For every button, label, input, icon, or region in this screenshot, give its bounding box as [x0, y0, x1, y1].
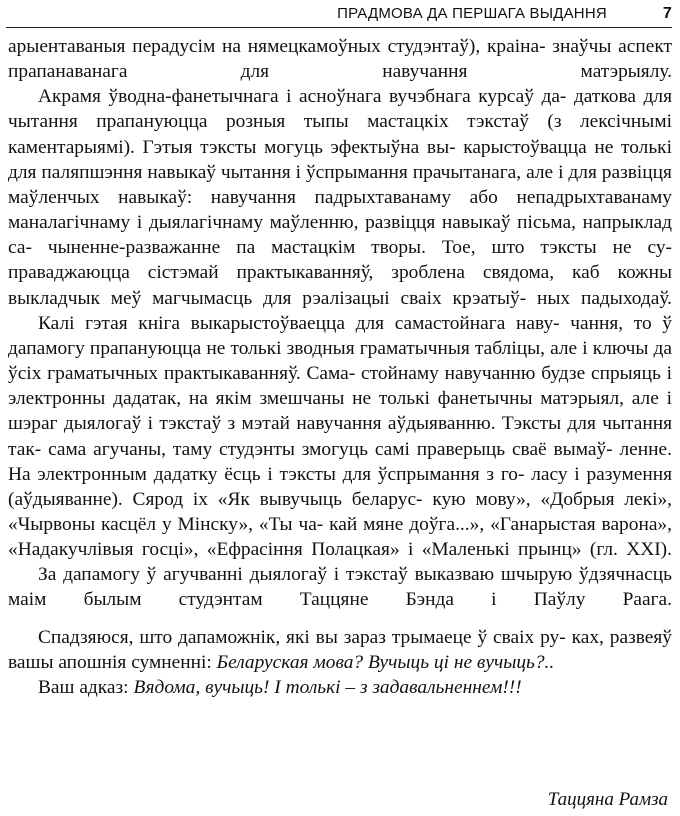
text-line: ных падыходаў.	[537, 287, 672, 309]
text-line: ласу і разумення (аўдыяванне). Сярод іх «Як вывучыць беларус-	[8, 463, 672, 510]
text-line: ўдзячнасць маім былым студэнтам Таццяне Бэнда і Паўлу Раага.	[8, 564, 672, 611]
text-line: (з лексічнымі каментарыямі). Гэтыя тэксты могуць эфектыўна вы-	[8, 111, 672, 158]
text-line: стойнаму навучанню будзе спрыяць і электронны дадатак, на якім	[8, 363, 672, 410]
text-line: Спадзяюся, што дапаможнік, які вы зараз трымаеце ў сваіх ру-	[38, 626, 566, 648]
text-line: чыненне-разважанне па мастацкім творы. Тое, што тэксты не су-	[47, 237, 672, 259]
italic-question-part-1: Беларуская мова? Вучыць ці	[216, 651, 449, 673]
paragraph-continuation	[8, 34, 672, 84]
text-line: карыстоўвацца не толькі для паляпшэння навыкаў чытання і	[8, 136, 672, 183]
text-line: За дапамогу ў агучванні дыялогаў і тэкстаў выказваю шчырую	[38, 564, 573, 586]
author-signature: Таццяна Рамза	[547, 789, 668, 810]
text-line: Калі гэтая кніга выкарыстоўваецца для самастойнага наву-	[38, 312, 560, 334]
paragraph-self-study	[8, 311, 672, 563]
body-text	[8, 34, 672, 700]
paragraph-acknowledgements	[8, 562, 672, 612]
running-header	[6, 0, 672, 28]
text-line: кую мову», «Добрыя лекі», «Чырвоны касцёл у Мінску», «Ты ча-	[8, 488, 673, 535]
text-line: кай мяне доўга...», «Ганарыстая варона», «Надакучлівыя госці»,	[8, 513, 672, 561]
text-line: сама агучаны, таму студэнты змогуць самі праверыць сваё вымаў-	[48, 438, 613, 460]
answer-lead: Ваш адказ:	[38, 676, 129, 698]
text-line: «Ефрасіння Полацкая» і «Маленькі прынц» (гл. XXI).	[206, 539, 672, 561]
text-line: чання, то ў дапамогу прапануюцца не толькі зводныя граматычныя	[8, 312, 672, 359]
text-line: змешчаны не толькі фанетычны матэрыял, але і шэраг дыялогаў і	[8, 388, 672, 435]
paragraph-reading-texts	[8, 84, 672, 310]
text-line: табліцы, але і ключы да ўсіх граматычных практыкаванняў. Сама-	[8, 337, 672, 385]
text-line: Акрамя ўводна-фанетычнага і асноўнага вучэбнага курсаў да-	[38, 86, 567, 108]
text-line: навучання падрыхтаванаму або непадрыхтаванаму маналагічнаму і	[8, 186, 672, 234]
text-line: ўспрымання прачытанага, але і для развіцця маўленчых навыкаў:	[8, 161, 672, 208]
italic-answer: Вядома, вучыць! І толькі – з задавальненнем!!!	[133, 676, 522, 698]
text-line: дыялагічнаму маўленню, развіцця навыкаў пісьма, напрыклад са-	[8, 212, 672, 259]
text-line: кожны выкладчык меў магчымасць для рэалізацыі сваіх крэатыў-	[8, 262, 672, 309]
running-header-title: ПРАДМОВА ДА ПЕРШАГА ВЫДАННЯ	[337, 5, 607, 22]
text-line: ках, развеяў вашы апошнія сумненні:	[8, 626, 672, 673]
text-line: знаўчы аспект прапанаванага для навучання матэрыялу.	[8, 36, 672, 83]
text-line: праваджаюцца сістэмай практыкаванняў, зроблена свядома, каб	[8, 262, 600, 284]
page-number: 7	[662, 4, 672, 22]
text-line: ленне. На электронным дадатку ёсць і тэксты для ўспрымання з го-	[8, 438, 672, 485]
text-line: даткова для чытання прапануюцца розныя тыпы мастацкіх тэкстаў	[8, 86, 672, 133]
text-line: тэкстаў з мэтай навучання аўдыяванню. Тэксты для чытання так-	[8, 413, 672, 460]
paragraph-closing-hope	[8, 625, 672, 675]
paragraph-answer	[8, 675, 672, 700]
text-line: арыентаваныя перадусім на нямецкамоўных студэнтаў), краіна-	[8, 36, 546, 57]
italic-question-part-2: не вучыць?..	[453, 651, 555, 673]
